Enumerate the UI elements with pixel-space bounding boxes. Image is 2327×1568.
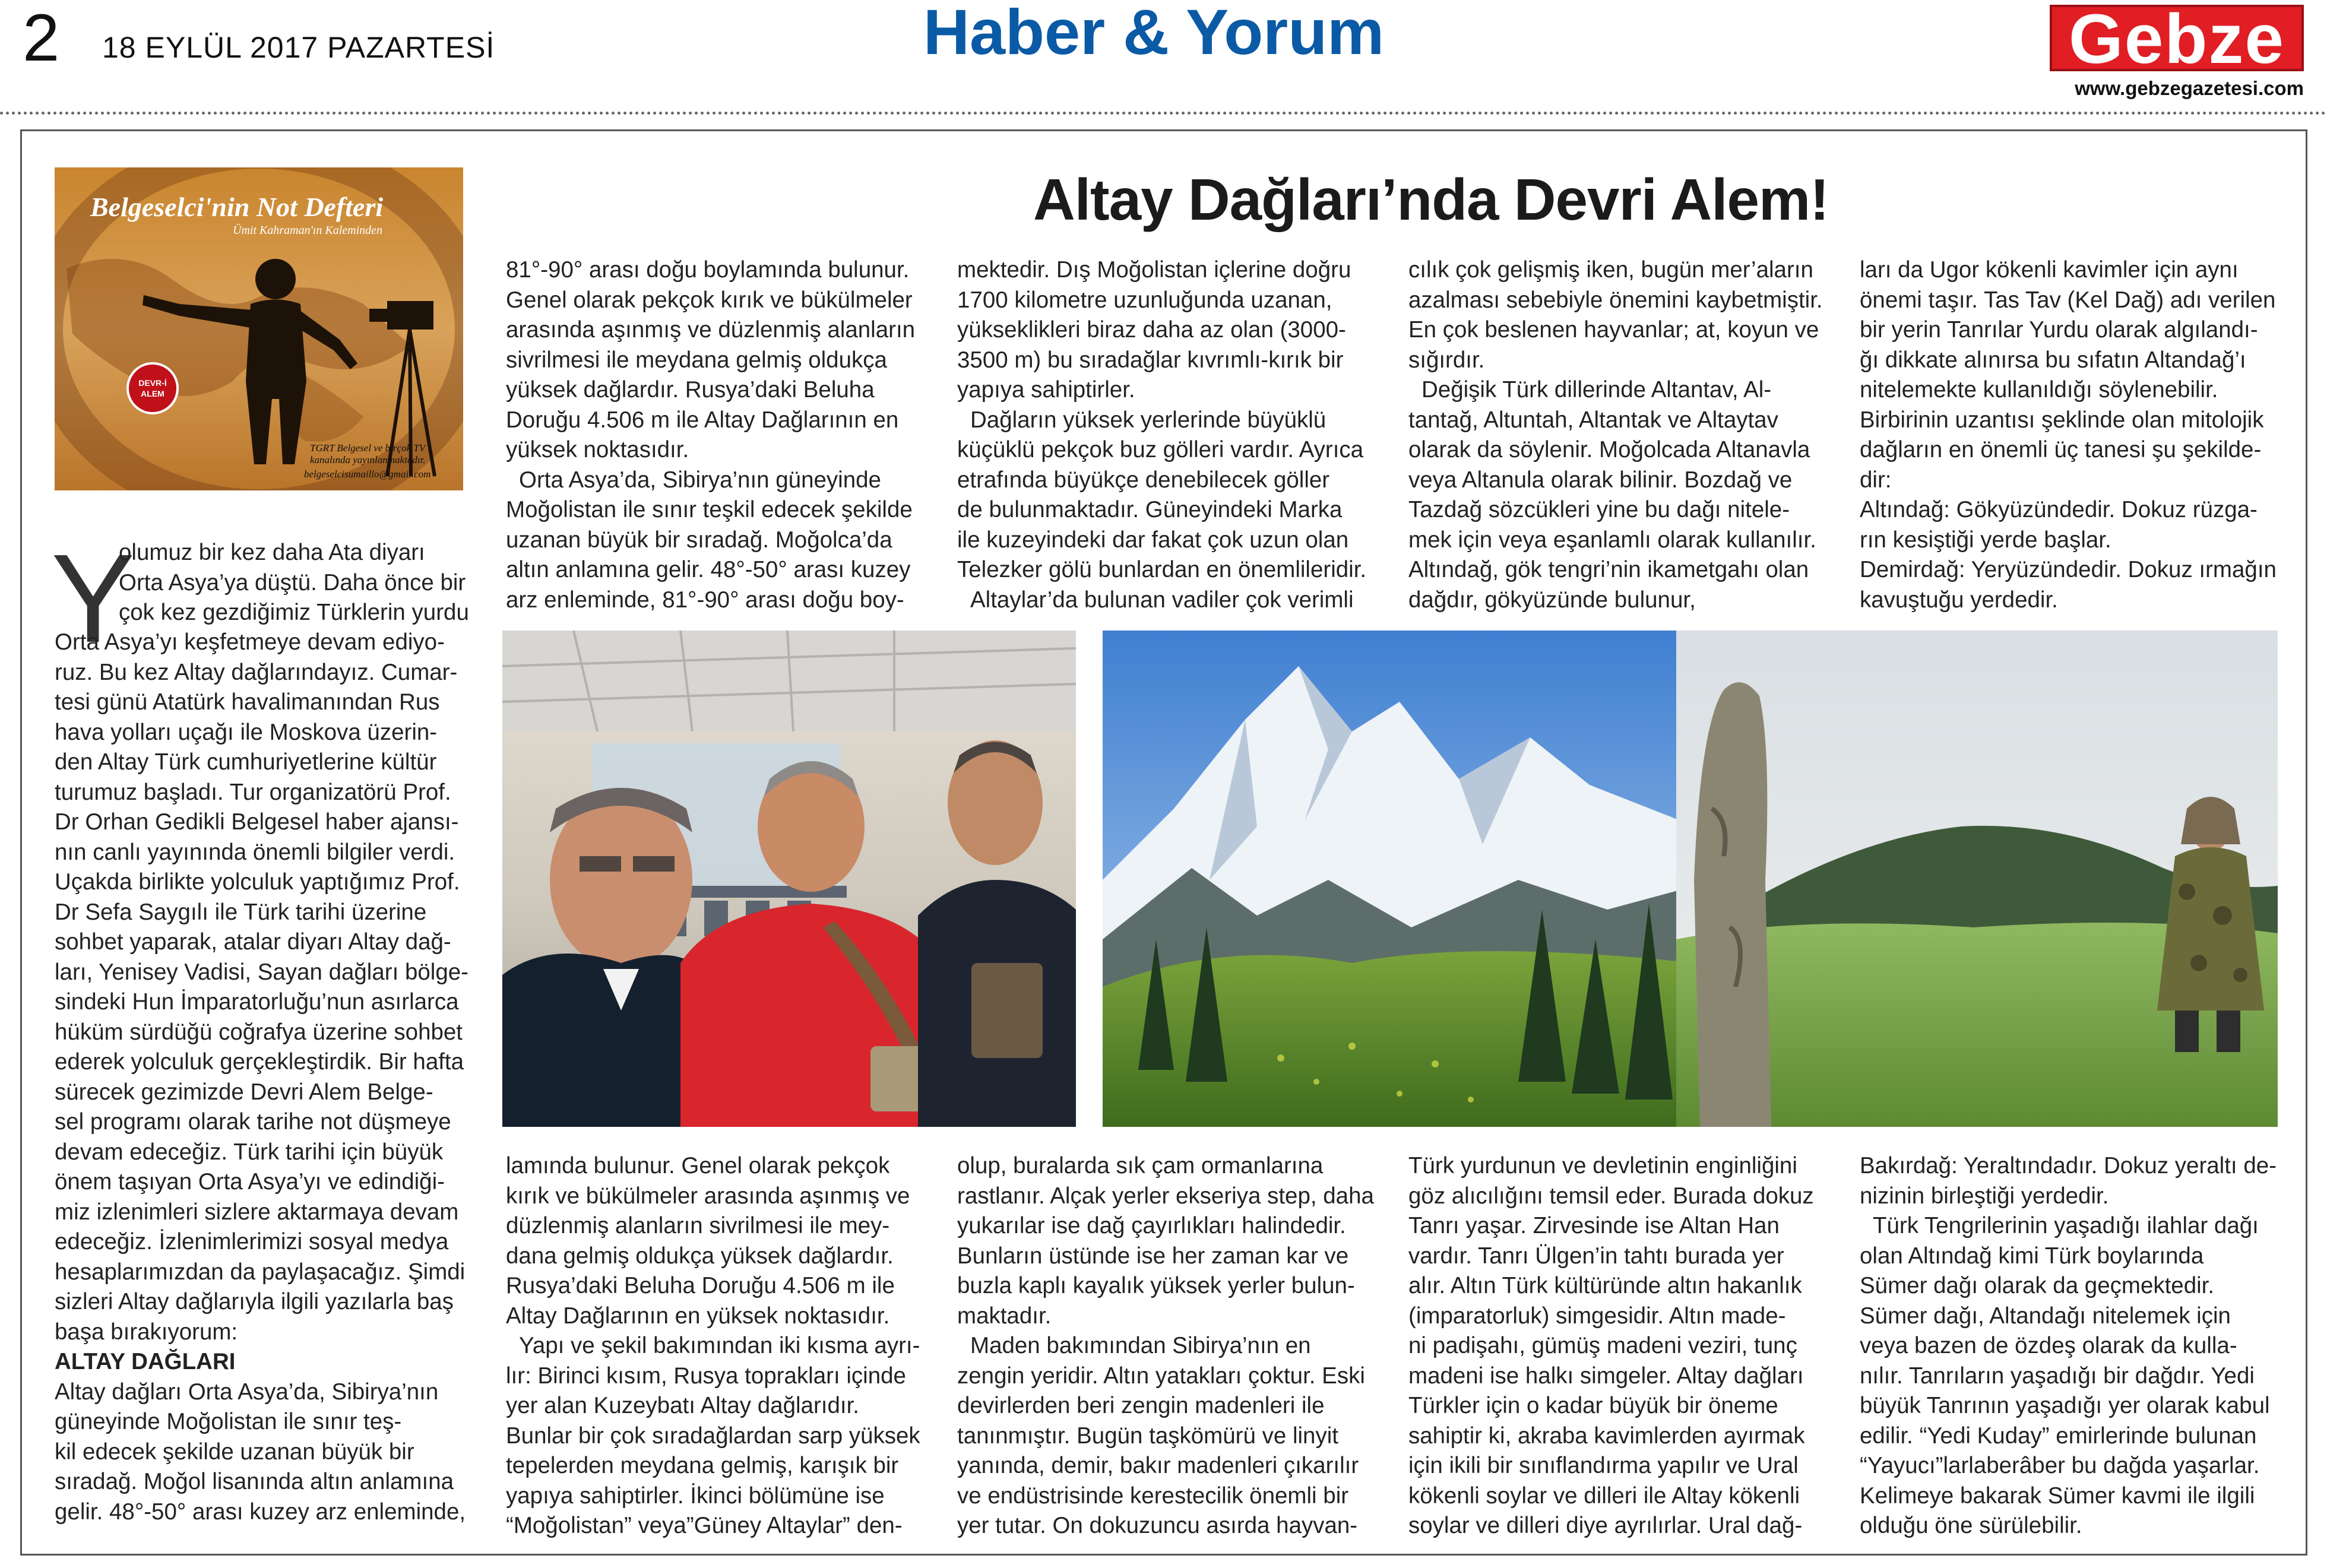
text-line: ğı dikkate alınırsa bu sıfatın Altandağ’ı bbox=[1860, 347, 2246, 373]
text-line: Sümer dağı olarak da geçmektedir. bbox=[1860, 1273, 2215, 1298]
text-line: azalması sebebiyle önemini kaybetmiştir. bbox=[1408, 287, 1823, 313]
column-3-top bbox=[957, 255, 1385, 615]
text-line: ni padişahı, gümüş madeni veziri, tunç bbox=[1408, 1333, 1797, 1358]
text-line: yapıya sahiptirler. İkinci bölümüne ise bbox=[506, 1483, 885, 1509]
text-line: de bulunmaktadır. Güneyindeki Marka bbox=[957, 497, 1343, 522]
text-line: edilir. “Yedi Kuday” emirlerinde bulunan bbox=[1860, 1423, 2257, 1449]
text-line: sindeki Hun İmparatorluğu’nun asırlarca bbox=[55, 989, 459, 1015]
text-line: güneyinde Moğolistan ile sınır teş- bbox=[55, 1409, 402, 1434]
text-line: kökenli soylar ve dilleri ile Altay kökenli bbox=[1408, 1483, 1800, 1509]
column-logo-graphic bbox=[55, 167, 463, 490]
text-line: olan Altındağ kimi Türk boylarında bbox=[1860, 1243, 2204, 1269]
text-line: Dr Orhan Gedikli Belgesel haber ajansı- bbox=[55, 809, 459, 835]
text-line: Bakırdağ: Yeraltındadır. Dokuz yeraltı de- bbox=[1860, 1153, 2277, 1179]
text-line: gelir. 48°-50° arası kuzey arz enleminde, bbox=[55, 1499, 466, 1525]
text-line: yukarılar ise dağ çayırlıkları halindedir. bbox=[957, 1213, 1346, 1238]
header-divider bbox=[0, 112, 2327, 115]
text-line: Maden bakımından Sibirya’nın en bbox=[970, 1333, 1311, 1358]
text-line: altın anlamına gelir. 48°-50° arası kuzey bbox=[506, 557, 911, 582]
travelers-photo bbox=[502, 631, 1076, 1127]
text-line: yer alan Kuzeybatı Altay dağlarıdır. bbox=[506, 1393, 859, 1418]
text-line: bir yerin Tanrılar Yurdu olarak algılandı- bbox=[1860, 317, 2258, 343]
text-line: veya Altanula olarak bilinir. Bozdağ ve bbox=[1408, 467, 1793, 493]
text-line: Telezker gölü bunlardan en önemlileridir. bbox=[957, 557, 1367, 582]
text-line: olduğu öne sürülebilir. bbox=[1860, 1513, 2082, 1538]
column-2-top bbox=[506, 255, 933, 615]
text-line: ları da Ugor kökenli kavimler için aynı bbox=[1860, 257, 2239, 283]
text-line: Orta Asya’da, Sibirya’nın güneyinde bbox=[519, 467, 881, 493]
text-line: “Moğolistan” veya”Güney Altaylar” den- bbox=[506, 1513, 903, 1538]
text-line: mektedir. Dış Moğolistan içlerine doğru bbox=[957, 257, 1351, 283]
column-5-top bbox=[1860, 255, 2287, 615]
text-line: Değişik Türk dillerinde Altantav, Al- bbox=[1421, 377, 1772, 403]
text-line: dana gelmiş oldukça yüksek dağlardır. bbox=[506, 1243, 894, 1269]
text-line: Türk yurdunun ve devletinin enginliğini bbox=[1408, 1153, 1797, 1179]
website-url[interactable]: www.gebzegazetesi.com bbox=[2075, 77, 2304, 99]
text-line: arz enleminde, 81°-90° arası doğu boy- bbox=[506, 587, 904, 613]
text-line: kırık ve bükülmeler arasında aşınmış ve bbox=[506, 1183, 910, 1209]
issue-date: 18 EYLÜL 2017 PAZARTESİ bbox=[102, 31, 495, 64]
text-line: tanınmıştır. Bugün taşkömürü ve linyit bbox=[957, 1423, 1338, 1449]
text-line: ve endüstrisinde kerestecilik önemli bir bbox=[957, 1483, 1349, 1509]
text-line: edeceğiz. İzlenimlerimizi sosyal medya bbox=[55, 1229, 449, 1255]
text-line: sivrilmesi ile meydana gelmiş oldukça bbox=[506, 347, 887, 373]
text-line: Genel olarak pekçok kırık ve bükülmeler bbox=[506, 287, 913, 313]
text-line: Doruğu 4.506 m ile Altay Dağlarının en bbox=[506, 407, 899, 433]
text-line: den Altay Türk cumhuriyetlerine kültür bbox=[55, 749, 437, 775]
text-line: zengin yeridir. Altın yatakları çoktur. Eski bbox=[957, 1363, 1365, 1389]
text-line: cılık çok gelişmiş iken, bugün mer’aların bbox=[1408, 257, 1813, 283]
text-line: yüksek noktasıdır. bbox=[506, 437, 689, 463]
text-line: En çok beslenen hayvanlar; at, koyun ve bbox=[1408, 317, 1819, 343]
text-line: soylar ve dilleri diye ayrılırlar. Ural dağ- bbox=[1408, 1513, 1803, 1538]
text-line: sığırdır. bbox=[1408, 347, 1485, 373]
text-line: tantağ, Altuntah, Altantak ve Altaytav bbox=[1408, 407, 1778, 433]
text-line: etrafında büyükçe denebilecek göller bbox=[957, 467, 1330, 493]
text-line: Orta Asya’ya düştü. Daha önce bir bbox=[119, 569, 466, 595]
text-line: devirlerden beri zengin madenleri ile bbox=[957, 1393, 1325, 1418]
text-line: arasında aşınmış ve düzlenmiş alanların bbox=[506, 317, 916, 343]
text-line: Yapı ve şekil bakımından iki kısma ayrı- bbox=[519, 1333, 920, 1358]
text-line: ile kuzeyindeki dar fakat çok uzun olan bbox=[957, 527, 1349, 553]
text-line: düzlenmiş alanların sivrilmesi ile mey- bbox=[506, 1213, 890, 1238]
text-line: hesaplarımızdan da paylaşacağız. Şimdi bbox=[55, 1259, 466, 1285]
logo-text: Gebze bbox=[2068, 5, 2285, 71]
text-line: madeni ise halkı simgeler. Altay dağları bbox=[1408, 1363, 1804, 1389]
steppe-standing-stone-photo bbox=[1676, 631, 2278, 1127]
text-line: Sümer dağı, Altandağı nitelemek için bbox=[1860, 1303, 2231, 1329]
text-line: “Yayucı”larlaberâber bu dağda yaşarlar. bbox=[1860, 1453, 2260, 1478]
text-line: Türkler için o kadar büyük bir öneme bbox=[1408, 1393, 1778, 1418]
logo-subtitle: Ümit Kahraman'ın Kaleminden bbox=[233, 224, 383, 237]
text-line: hüküm sürdüğü coğrafya üzerine sohbet bbox=[55, 1019, 463, 1045]
text-line: olarak da söylenir. Moğolcada Altanavla bbox=[1408, 437, 1810, 463]
text-line: hava yolları uçağı ile Moskova üzerin- bbox=[55, 719, 438, 745]
badge-line-2: ALEM bbox=[141, 389, 164, 398]
column-1-intro-narrow bbox=[119, 538, 469, 628]
text-line: sel programı olarak tarihe not düşmeye bbox=[55, 1109, 451, 1135]
text-line: sohbet yaparak, atalar diyarı Altay dağ- bbox=[55, 929, 451, 955]
text-line: alır. Altın Türk kültüründe altın hakanlık bbox=[1408, 1273, 1802, 1298]
text-line: sıradağ. Moğol lisanında altın anlamına bbox=[55, 1469, 454, 1494]
column-4-bottom bbox=[1408, 1151, 1836, 1541]
column-3-bottom bbox=[957, 1151, 1385, 1541]
page-number: 2 bbox=[23, 1, 60, 75]
text-line: göz alıcılığını temsil eder. Burada dokuz bbox=[1408, 1183, 1814, 1209]
text-line: sahiptir ki, akraba kavimlerden ayırmak bbox=[1408, 1423, 1805, 1449]
text-line: mek için veya eşanlamlı olarak kullanılır. bbox=[1408, 527, 1816, 553]
text-line: Kelimeye bakarak Sümer kavmi ile ilgili bbox=[1860, 1483, 2255, 1509]
text-line: tesi günü Atatürk havalimanından Rus bbox=[55, 689, 440, 715]
logo-note-2: kanalında yayınlanmaktadır. bbox=[310, 454, 426, 465]
text-line: turumuz başladı. Tur organizatörü Prof. bbox=[55, 779, 451, 805]
text-line: olup, buralarda sık çam ormanlarına bbox=[957, 1153, 1324, 1179]
text-line: Demirdağ: Yeryüzündedir. Dokuz ırmağın bbox=[1860, 557, 2277, 582]
text-line: Rusya’daki Beluha Doruğu 4.506 m ile bbox=[506, 1273, 895, 1298]
text-line: maktadır. bbox=[957, 1303, 1052, 1329]
text-line: Uçakda birlikte yolculuk yaptığımız Prof. bbox=[55, 869, 460, 895]
text-line: Altaylar’da bulunan vadiler çok verimli bbox=[970, 587, 1354, 613]
text-line: devam edeceğiz. Türk tarihi için büyük bbox=[55, 1139, 444, 1165]
text-line: kavuştuğu yerdedir. bbox=[1860, 587, 2058, 613]
text-line: Bunlar bir çok sıradağlardan sarp yüksek bbox=[506, 1423, 920, 1449]
text-line: Moğolistan ile sınır teşkil edecek şekilde bbox=[506, 497, 913, 522]
column-1-body bbox=[55, 628, 470, 1527]
logo-email: belgeselcisumaillo@gmail.com bbox=[304, 468, 431, 480]
altay-mountains-photo bbox=[1103, 631, 1695, 1127]
text-line: nizinin birleştiği yerdedir. bbox=[1860, 1183, 2109, 1209]
drop-cap: Y bbox=[51, 528, 135, 669]
text-line: çok kez gezdiğimiz Türklerin yurdu bbox=[119, 600, 469, 625]
text-line: önemi taşır. Tas Tav (Kel Dağ) adı verilen bbox=[1860, 287, 2276, 313]
text-line: yüksek dağlardır. Rusya’daki Beluha bbox=[506, 377, 875, 403]
column-5-bottom bbox=[1860, 1151, 2287, 1541]
text-line: için ikili bir sınıflandırma yapılır ve Ural bbox=[1408, 1453, 1799, 1478]
text-line: Altındağ: Gökyüzündedir. Dokuz rüzga- bbox=[1860, 497, 2258, 522]
column-4-top bbox=[1408, 255, 1836, 615]
text-line: önem taşıyan Orta Asya’yı ve edindiği- bbox=[55, 1169, 445, 1195]
text-line: tepelerden meydana gelmiş, karışık bir bbox=[506, 1453, 899, 1478]
text-line: ruz. Bu kez Altay dağlarındayız. Cumar- bbox=[55, 659, 458, 685]
text-line: büyük Tanrının yaşadığı yer olarak kabul bbox=[1860, 1393, 2270, 1418]
text-line: yükseklikleri biraz daha az olan (3000- bbox=[957, 317, 1346, 343]
text-line: Bunların üstünde ise her zaman kar ve bbox=[957, 1243, 1349, 1269]
text-line: Tanrı yaşar. Zirvesinde ise Altan Han bbox=[1408, 1213, 1780, 1238]
text-line: Altay Dağlarının en yüksek noktasıdır. bbox=[506, 1303, 890, 1329]
text-line: sürecek gezimizde Devri Alem Belge- bbox=[55, 1079, 433, 1105]
section-title: Haber & Yorum bbox=[923, 0, 1385, 68]
text-line: lamında bulunur. Genel olarak pekçok bbox=[506, 1153, 890, 1179]
column-2-bottom bbox=[506, 1151, 933, 1541]
altay-mountains-graphic bbox=[1103, 631, 1695, 1127]
text-line: dağların en önemli üç tanesi şu şekilde- bbox=[1860, 437, 2262, 463]
text-line: Orta Asya’yı keşfetmeye devam ediyo- bbox=[55, 629, 445, 655]
text-line: olumuz bir kez daha Ata diyarı bbox=[119, 540, 425, 565]
column-logo-image bbox=[55, 167, 463, 490]
travelers-photo-graphic bbox=[502, 631, 1076, 1127]
text-line: nın canlı yayınında önemli bilgiler verdi. bbox=[55, 839, 455, 865]
article-headline: Altay Dağları’nda Devri Alem! bbox=[1033, 167, 1829, 232]
logo-note-1: TGRT Belgesel ve birçok TV bbox=[310, 442, 426, 454]
newspaper-logo bbox=[2050, 5, 2304, 71]
text-line: ları, Yenisey Vadisi, Sayan dağları bölge- bbox=[55, 959, 469, 985]
text-line: Dr Sefa Saygılı ile Türk tarihi üzerine bbox=[55, 899, 427, 925]
text-line: yanında, demir, bakır madenleri çıkarılır bbox=[957, 1453, 1359, 1478]
text-line: vardır. Tanrı Ülgen’in tahtı burada yer bbox=[1408, 1243, 1784, 1269]
text-line: 1700 kilometre uzunluğunda uzanan, bbox=[957, 287, 1332, 313]
text-line: nitelemekte kullanıldığı söylenebilir. bbox=[1860, 377, 2218, 403]
text-line: 81°-90° arası doğu boylamında bulunur. bbox=[506, 257, 910, 283]
text-line: Birbirinin uzantısı şeklinde olan mitolojik bbox=[1860, 407, 2264, 433]
text-line: (imparatorluk) simgesidir. Altın made- bbox=[1408, 1303, 1786, 1329]
text-line: lır: Birinci kısım, Rusya toprakları içinde bbox=[506, 1363, 906, 1389]
text-line: yapıya sahiptirler. bbox=[957, 377, 1135, 403]
text-line: miz izlenimleri sizlere aktarmaya devam bbox=[55, 1199, 459, 1225]
text-line: nılır. Tanrıların yaşadığı bir dağdır. Yedi bbox=[1860, 1363, 2255, 1389]
text-line: dir: bbox=[1860, 467, 1892, 493]
text-line: Dağların yüksek yerlerinde büyüklü bbox=[970, 407, 1326, 433]
logo-title: Belgeselci'nin Not Defteri bbox=[90, 192, 384, 222]
badge-line-1: DEVR-İ bbox=[138, 378, 167, 388]
text-line: sizleri Altay dağlarıyla ilgili yazılarla baş bbox=[55, 1289, 454, 1314]
text-line: Altındağ, gök tengri’nin ikametgahı olan bbox=[1408, 557, 1809, 582]
text-line: ederek yolculuk gerçekleştirdik. Bir hafta bbox=[55, 1049, 464, 1075]
text-line: buzla kaplı kayalık yüksek yerler bulun- bbox=[957, 1273, 1355, 1298]
text-line: yer tutar. On dokuzuncu asırda hayvan- bbox=[957, 1513, 1358, 1538]
text-line: başa bırakıyorum: bbox=[55, 1319, 238, 1345]
text-line: rın kesiştiği yerde başlar. bbox=[1860, 527, 2111, 553]
text-line: rastlanır. Alçak yerler ekseriya step, daha bbox=[957, 1183, 1374, 1209]
subheading: ALTAY DAĞLARI bbox=[55, 1349, 236, 1374]
text-line: Türk Tengrilerinin yaşadığı ilahlar dağı bbox=[1873, 1213, 2259, 1238]
text-line: dağdır, gökyüzünde bulunur, bbox=[1408, 587, 1696, 613]
text-line: kil edecek şekilde uzanan büyük bir bbox=[55, 1439, 414, 1465]
text-line: küçüklü pekçok buz gölleri vardır. Ayrıca bbox=[957, 437, 1364, 463]
text-line: veya bazen de özdeş olarak da kulla- bbox=[1860, 1333, 2237, 1358]
text-line: Altay dağları Orta Asya’da, Sibirya’nın bbox=[55, 1379, 439, 1405]
text-line: Tazdağ sözcükleri yine bu dağı nitele- bbox=[1408, 497, 1790, 522]
steppe-standing-stone-graphic bbox=[1676, 631, 2278, 1127]
text-line: uzanan büyük bir sıradağ. Moğolca’da bbox=[506, 527, 892, 553]
text-line: 3500 m) bu sıradağlar kıvrımlı-kırık bir bbox=[957, 347, 1344, 373]
